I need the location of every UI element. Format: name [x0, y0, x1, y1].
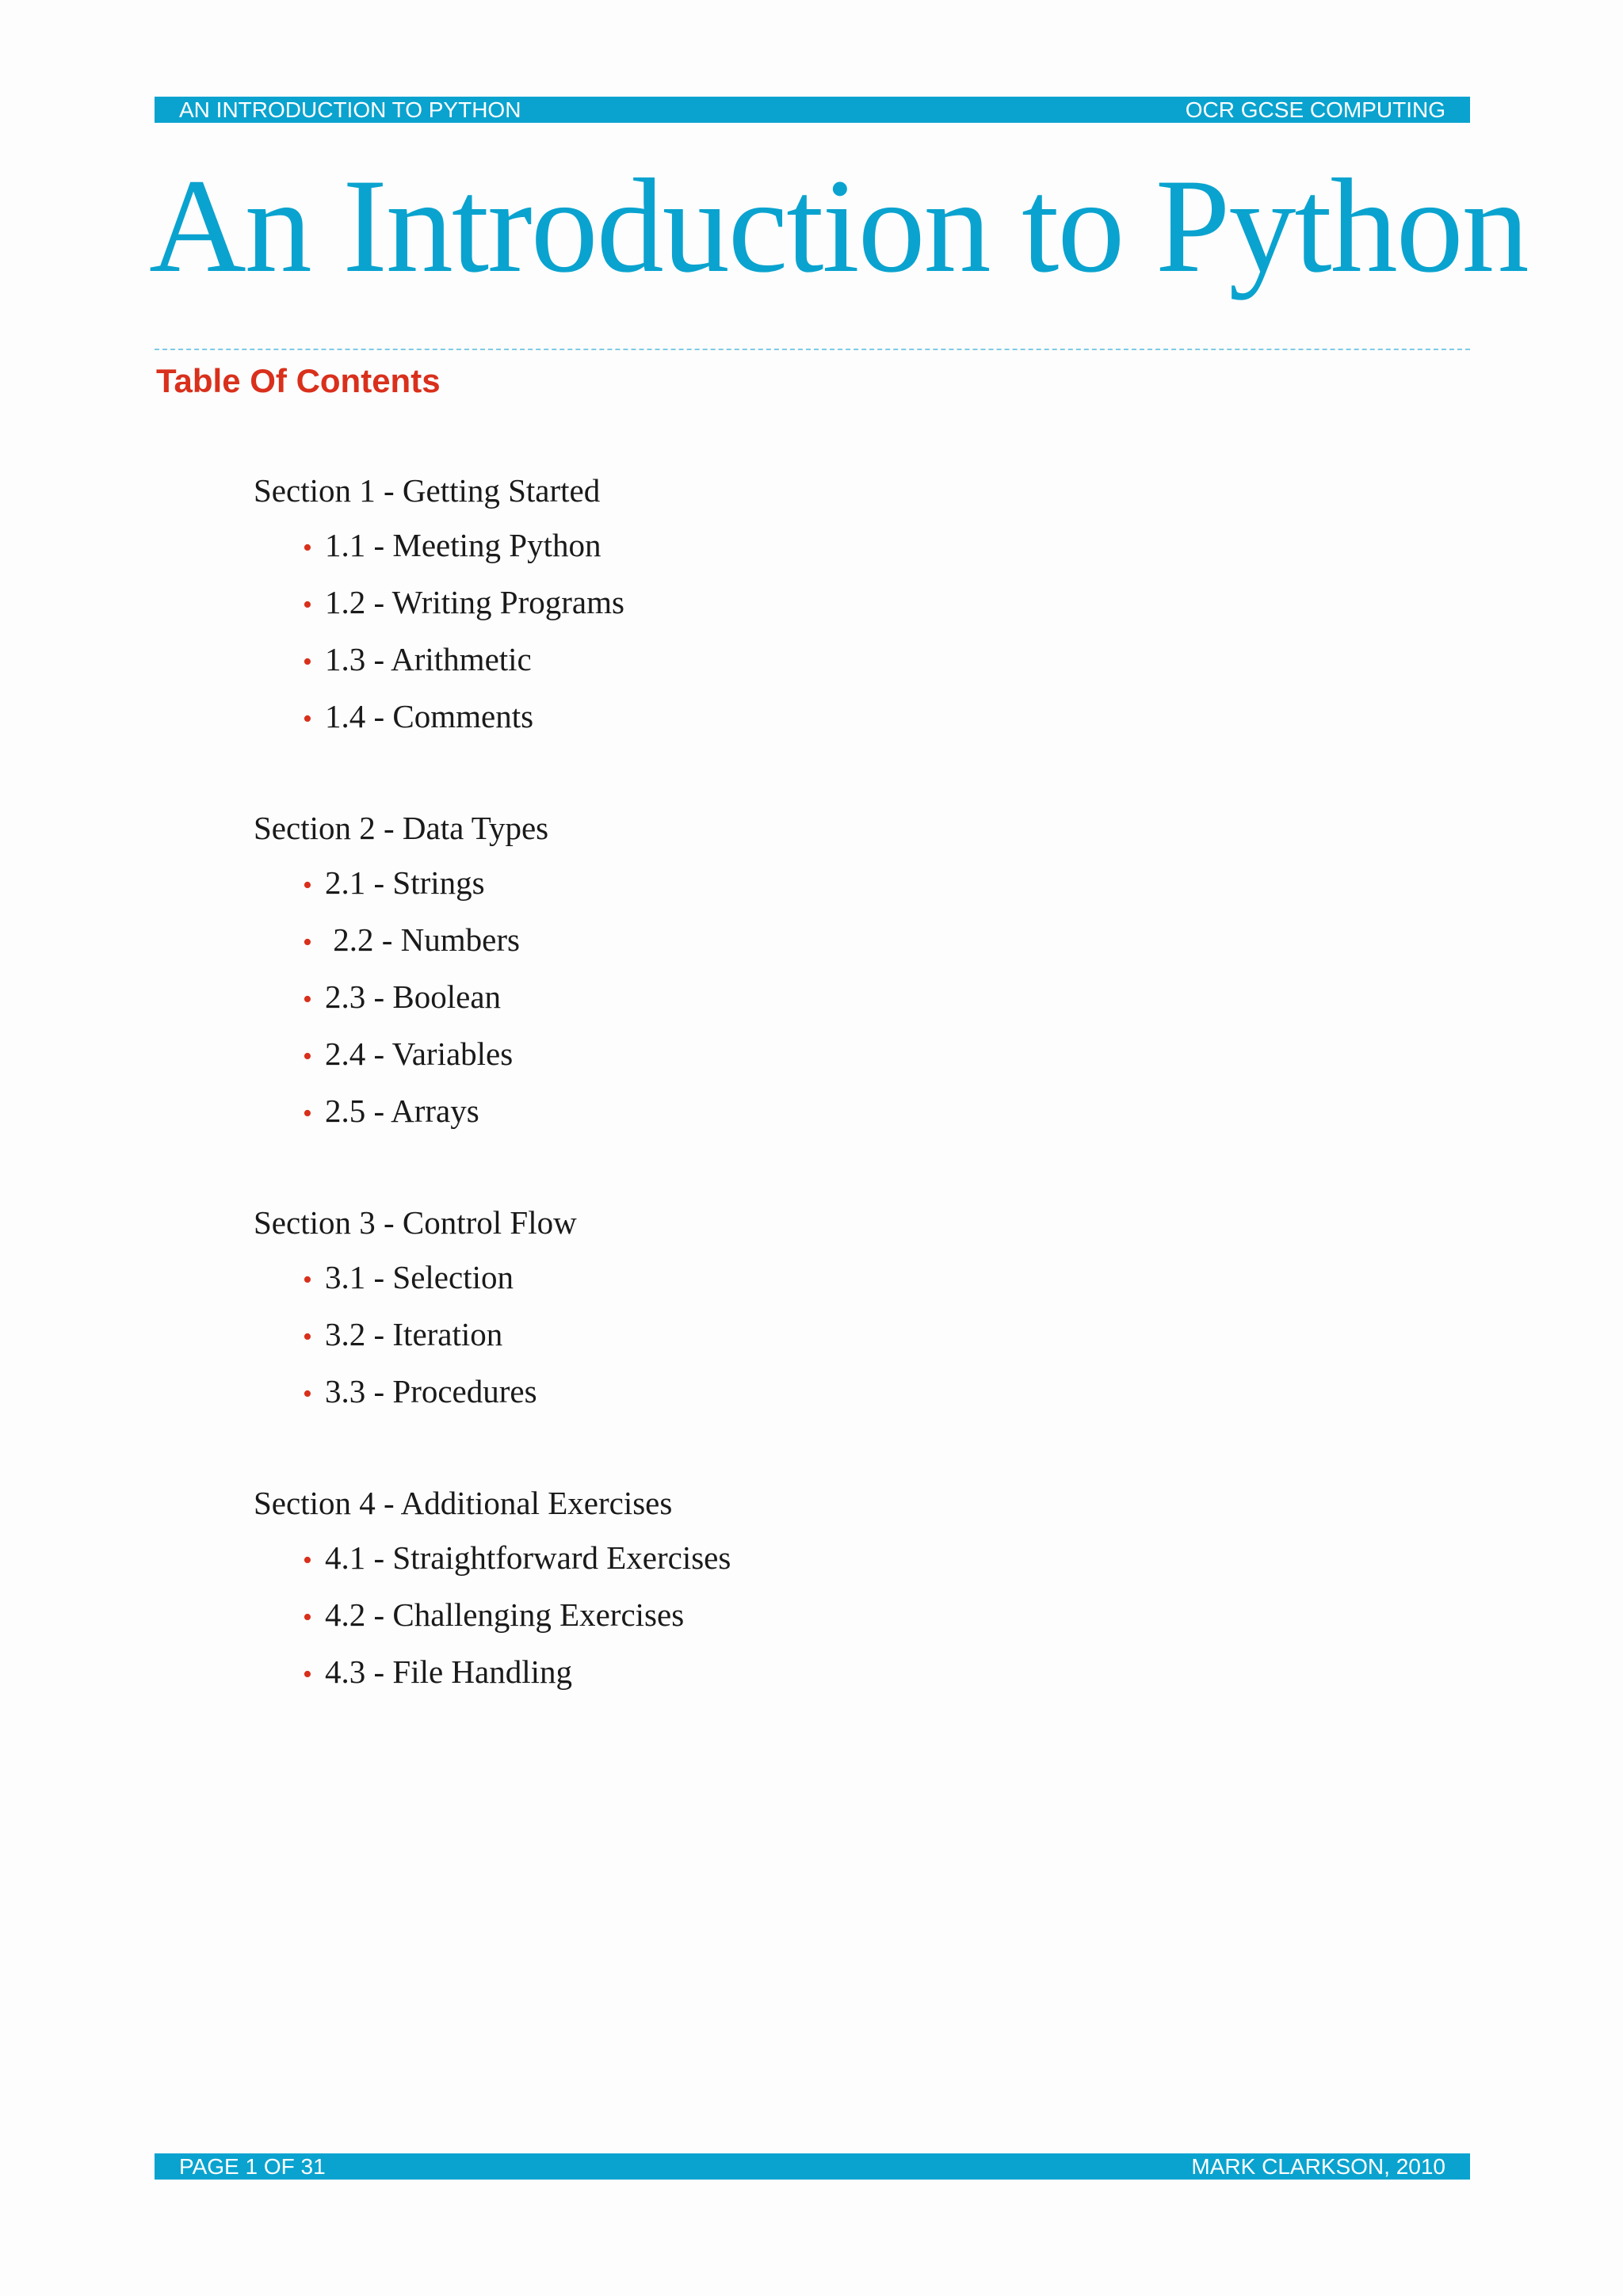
- section-title: Section 2 - Data Types: [254, 810, 549, 846]
- toc-item: [303, 518, 1363, 575]
- bullet-icon: •: [303, 928, 312, 957]
- section-title: Section 3 - Control Flow: [254, 1204, 577, 1241]
- toc-item: [303, 913, 1363, 970]
- toc-item: [303, 1084, 1363, 1141]
- toc-item: [303, 689, 1363, 746]
- toc-item: [303, 1027, 1363, 1084]
- section-item-list: [254, 856, 1363, 1141]
- bullet-icon: •: [303, 704, 312, 734]
- toc-item-label: 4.2 - Challenging Exercises: [325, 1596, 685, 1633]
- bullet-icon: •: [303, 590, 312, 620]
- section-title: Section 1 - Getting Started: [254, 472, 601, 509]
- toc-item-label: 1.3 - Arithmetic: [325, 641, 532, 677]
- bullet-icon: •: [303, 1265, 312, 1295]
- toc-section-2: [254, 801, 1363, 1141]
- bullet-icon: •: [303, 1042, 312, 1071]
- toc-section-3: [254, 1196, 1363, 1421]
- toc-heading: Table Of Contents: [156, 362, 441, 399]
- bullet-icon: •: [303, 1546, 312, 1575]
- toc-item: [303, 1645, 1363, 1702]
- dashed-divider: [155, 349, 1470, 350]
- table-of-contents: [254, 463, 1363, 1702]
- toc-item-label: 2.1 - Strings: [325, 864, 485, 901]
- bullet-icon: •: [303, 1099, 312, 1128]
- toc-item: [303, 632, 1363, 689]
- bullet-icon: •: [303, 871, 312, 900]
- header-right-text: OCR GCSE COMPUTING: [1185, 97, 1445, 122]
- bullet-icon: •: [303, 1379, 312, 1409]
- bullet-icon: •: [303, 1603, 312, 1632]
- toc-item-label: 2.2 - Numbers: [325, 921, 520, 958]
- section-title: Section 4 - Additional Exercises: [254, 1485, 673, 1521]
- header-left-text: AN INTRODUCTION TO PYTHON: [179, 97, 521, 122]
- section-item-list: [254, 1250, 1363, 1421]
- toc-item: [303, 856, 1363, 913]
- toc-item: [303, 575, 1363, 632]
- toc-item: [303, 1588, 1363, 1645]
- toc-item-label: 2.3 - Boolean: [325, 978, 502, 1015]
- toc-item-label: 2.5 - Arrays: [325, 1093, 479, 1129]
- toc-item-label: 3.2 - Iteration: [325, 1316, 503, 1352]
- section-item-list: [254, 518, 1363, 746]
- toc-item-label: 3.1 - Selection: [325, 1259, 514, 1295]
- toc-item-label: 4.3 - File Handling: [325, 1653, 573, 1690]
- toc-item: [303, 970, 1363, 1027]
- toc-item-label: 2.4 - Variables: [325, 1035, 514, 1072]
- toc-section-1: [254, 463, 1363, 746]
- bullet-icon: •: [303, 647, 312, 677]
- toc-item-label: 1.1 - Meeting Python: [325, 527, 601, 563]
- toc-item: [303, 1364, 1363, 1421]
- toc-item-label: 1.4 - Comments: [325, 698, 534, 734]
- page-number: PAGE 1 OF 31: [179, 2154, 326, 2179]
- toc-item: [303, 1250, 1363, 1307]
- header-band: [155, 97, 1470, 123]
- section-item-list: [254, 1531, 1363, 1702]
- author-credit: MARK CLARKSON, 2010: [1191, 2154, 1445, 2179]
- bullet-icon: •: [303, 533, 312, 563]
- toc-item: [303, 1307, 1363, 1364]
- footer-band: [155, 2153, 1470, 2180]
- bullet-icon: •: [303, 1660, 312, 1689]
- document-title: An Introduction to Python: [149, 151, 1528, 300]
- toc-item-label: 4.1 - Straightforward Exercises: [325, 1539, 731, 1576]
- toc-section-4: [254, 1476, 1363, 1702]
- bullet-icon: •: [303, 1322, 312, 1352]
- bullet-icon: •: [303, 985, 312, 1014]
- toc-item-label: 1.2 - Writing Programs: [325, 584, 624, 620]
- toc-item: [303, 1531, 1363, 1588]
- toc-item-label: 3.3 - Procedures: [325, 1373, 537, 1409]
